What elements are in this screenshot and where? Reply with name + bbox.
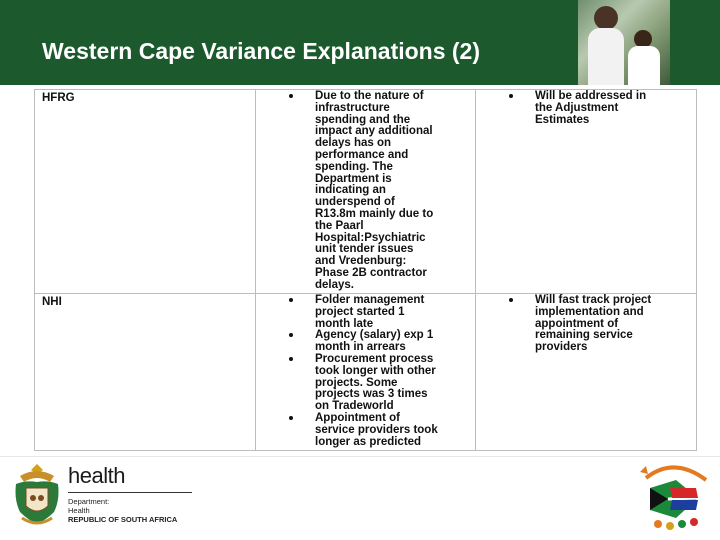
photo-child-body	[628, 46, 660, 85]
bullet-icon	[289, 416, 293, 420]
action-list	[476, 295, 696, 354]
action-cell	[476, 294, 696, 450]
page-title: Western Cape Variance Explanations (2)	[42, 38, 481, 64]
programme-name: NHI	[42, 296, 62, 308]
programme-cell	[35, 90, 256, 293]
bullet-icon	[289, 333, 293, 337]
department-logo	[68, 463, 192, 524]
department-label: Department:	[68, 497, 110, 506]
bullet-icon	[289, 357, 293, 361]
coat-of-arms-icon	[10, 460, 64, 530]
footer-divider	[0, 456, 720, 457]
explanation-list	[256, 295, 475, 448]
brand-rule	[68, 492, 192, 493]
bullet-icon	[509, 298, 513, 302]
table-row-hfrg	[35, 90, 696, 294]
explanation-item: Folder management project started 1 month late	[256, 295, 475, 330]
header-photo-nurses	[578, 0, 670, 85]
table-row-nhi	[35, 294, 696, 450]
slide-header	[0, 0, 720, 85]
explanation-item: Appointment of service providers took longer as predicted	[256, 413, 475, 448]
action-item: Will be addressed in the Adjustment Estimates	[476, 91, 696, 126]
explanation-cell	[256, 294, 476, 450]
explanation-item: Agency (salary) exp 1 month in arrears	[256, 330, 475, 354]
explanation-item: Due to the nature of infrastructure spending and the impact any additional delays has on performance and spending. The Department is indicating an underspend of R13.8m mainly due to the Paarl Hospital:Psychiatric unit tender issues and Vredenburg: Phase 2B contractor delays.	[256, 91, 475, 292]
explanation-item: Procurement process took longer with other projects. Some projects was 3 times on Tradeworld	[256, 354, 475, 413]
explanation-list	[256, 91, 475, 292]
action-cell	[476, 90, 696, 293]
bullet-icon	[289, 94, 293, 98]
action-list	[476, 91, 696, 126]
programme-name: HFRG	[42, 92, 75, 104]
bullet-icon	[509, 94, 513, 98]
photo-figure-head	[594, 6, 618, 30]
country-name: REPUBLIC OF SOUTH AFRICA	[68, 515, 178, 524]
programme-cell	[35, 294, 256, 450]
explanation-cell	[256, 90, 476, 293]
action-item: Will fast track project implementation and appointment of remaining service providers	[476, 295, 696, 354]
20-years-of-freedom-logo	[636, 458, 712, 536]
bullet-icon	[289, 298, 293, 302]
photo-figure-body	[588, 28, 624, 85]
brand-wordmark: health	[68, 463, 125, 488]
department-name: Health	[68, 506, 90, 515]
variance-table	[34, 89, 697, 451]
